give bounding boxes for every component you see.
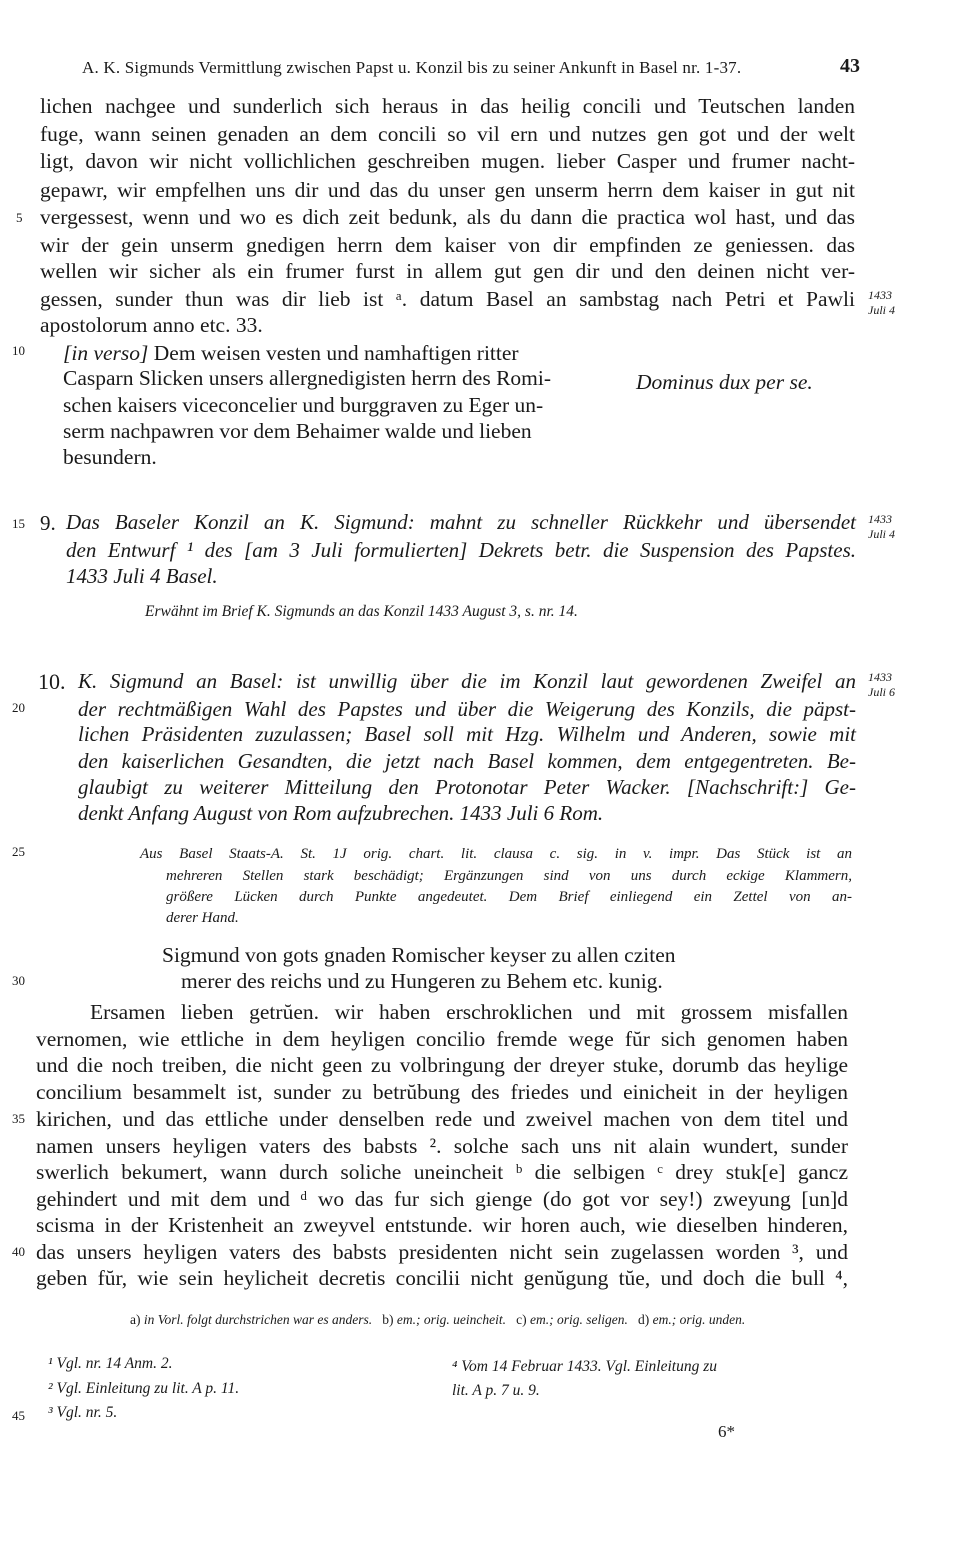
line-number: 10 xyxy=(12,343,25,358)
apparatus-text: em.; orig. unden. xyxy=(652,1312,746,1327)
text-line: vernomen, wie ettliche in dem heyligen concilio fremde wege fŭr sich genomen haben xyxy=(36,1027,848,1051)
signature-mark: 6* xyxy=(718,1422,735,1441)
doc9-mention: Erwähnt im Brief K. Sigmunds an das Konzil 1433 August 3, s. nr. 14. xyxy=(145,603,578,620)
text-line: geben fŭr, wie sein heylicheit decretis concilii nicht genŭgung tŭe, und doch die bull ⁴, xyxy=(36,1266,848,1290)
text-line: scisma in der Kristenheit an zweyvel entstunde. wir horen auch, wie dieselben hinderen, xyxy=(36,1213,848,1237)
page-number: 43 xyxy=(840,55,860,77)
text-line: swerlich bekumert, wann durch soliche uneincheit ᵇ die selbigen ᶜ drey stuk[e] gancz xyxy=(36,1160,848,1184)
footnote: lit. A p. 7 u. 9. xyxy=(452,1382,540,1399)
verso-label: [in verso] xyxy=(63,341,149,365)
intitulatio-line: merer des reichs und zu Hungeren zu Behem etc. kunig. xyxy=(181,969,663,993)
apparatus-text: in Vorl. folgt durchstrichen war es anders. xyxy=(143,1312,373,1327)
critical-apparatus xyxy=(130,1312,745,1328)
text-line: und die noch treiben, die nicht geen zu volbringung der dreyer stuke, dorumb das heylige xyxy=(36,1053,848,1077)
line-number: 15 xyxy=(12,516,25,531)
apparatus-label: a) xyxy=(130,1312,141,1327)
margin-year: 1433 xyxy=(868,288,892,302)
apparatus-text: em.; orig. ueincheit. xyxy=(396,1312,506,1327)
footnote: ² Vgl. Einleitung zu lit. A p. 11. xyxy=(48,1380,240,1397)
text-line: fuge, wann seinen genaden an dem concili so vil ern und nutzes gen got und der welt xyxy=(40,122,855,146)
doc9-regest-line: den Entwurf ¹ des [am 3 Juli formulierten] Dekrets betr. die Suspension des Papstes. xyxy=(66,538,856,562)
margin-date-8 xyxy=(868,288,895,318)
text-line: Ersamen lieben getrŭen. wir haben erschroklichen und mit grossem misfallen xyxy=(90,1000,848,1024)
margin-day: Juli 4 xyxy=(868,527,895,541)
margin-day: Juli 4 xyxy=(868,303,895,317)
doc10-regest-line: K. Sigmund an Basel: ist unwillig über die im Konzil laut gewordenen Zweifel an xyxy=(78,669,856,693)
doc10-source-line: größere Lücken durch Punkte angedeutet. Dem Brief einliegend ein Zettel von an- xyxy=(166,889,852,905)
doc10-source-line: mehreren Stellen stark beschädigt; Ergänzungen sind von uns durch eckige Klammern, xyxy=(166,868,852,884)
text-line: gehindert und mit dem und ᵈ wo das fur sich gienge (do got vor sey!) zweyung [un]d xyxy=(36,1187,848,1211)
text-line: namen unsers heyligen vaters des babsts ². solche sach uns nit alain wundert, sunder xyxy=(36,1134,848,1158)
address-line: [in verso] Dem weisen vesten und namhaftigen ritter xyxy=(63,341,519,365)
text-line: kirichen, und das ettliche under denselben rede und zweivel machen von dem titel und xyxy=(36,1107,848,1131)
doc10-regest-line: glaubigt zu weiterer Mitteilung den Protonotar Peter Wacker. [Nachschrift:] Ge- xyxy=(78,775,856,799)
line-number: 30 xyxy=(12,973,25,988)
footnote: ³ Vgl. nr. 5. xyxy=(48,1404,118,1421)
text-line: gessen, sunder thun was dir lieb ist ᵃ. datum Basel an sambstag nach Petri et Pawli xyxy=(40,287,855,311)
line-number: 45 xyxy=(12,1408,25,1423)
text-line: apostolorum anno etc. 33. xyxy=(40,313,263,337)
footnote: ¹ Vgl. nr. 14 Anm. 2. xyxy=(48,1355,173,1372)
margin-year: 1433 xyxy=(868,670,892,684)
running-title: A. K. Sigmunds Vermittlung zwischen Papst u. Konzil bis zu seiner Ankunft in Basel nr. 1-37. xyxy=(82,58,742,77)
apparatus-label: d) xyxy=(637,1312,650,1327)
margin-day: Juli 6 xyxy=(868,685,895,699)
intitulatio-line: Sigmund von gots gnaden Romischer keyser zu allen cziten xyxy=(162,943,676,967)
dominus-note: Dominus dux per se. xyxy=(636,370,813,394)
text-line: wir der gein unserm gnedigen herrn dem kaiser von dir empfinden ze geniessen. das xyxy=(40,233,855,257)
address-line: Casparn Slicken unsers allergnedigisten herrn des Romi- xyxy=(63,366,552,390)
text-line: das unsers heyligen vaters des babsts presidenten nicht sein zugelassen worden ³, und xyxy=(36,1240,848,1264)
doc10-source-line: Aus Basel Staats-A. St. 1J orig. chart. lit. clausa c. sig. in v. impr. Das Stück ist an xyxy=(140,846,852,862)
text-line: vergessest, wenn und wo es dich zeit bedunk, als du dann die practica wol hast, und das xyxy=(40,205,855,229)
margin-year: 1433 xyxy=(868,512,892,526)
doc10-regest-line: denkt Anfang August von Rom aufzubrechen. 1433 Juli 6 Rom. xyxy=(78,801,604,825)
doc9-regest-line: Das Baseler Konzil an K. Sigmund: mahnt zu schneller Rückkehr und übersendet xyxy=(66,510,856,534)
apparatus-text: em.; orig. seligen. xyxy=(529,1312,628,1327)
text-line: concilium besammelt ist, sunder zu betrŭbung des friedes und einicheit in der heyligen xyxy=(36,1080,848,1104)
apparatus-label: b) xyxy=(382,1312,394,1327)
margin-date-9 xyxy=(868,512,895,542)
margin-date-10 xyxy=(868,670,895,700)
line-number: 20 xyxy=(12,700,25,715)
doc10-regest-line: den kaiserlichen Gesandten, die jetzt nach Basel kommen, dem entgegentreten. Be- xyxy=(78,749,856,773)
doc9-number: 9. xyxy=(40,511,56,535)
apparatus-label: c) xyxy=(516,1312,527,1327)
text-line: lichen nachgee und sunderlich sich heraus in das heilig concili und Teutschen landen xyxy=(40,94,855,118)
doc10-source-line: derer Hand. xyxy=(166,910,239,926)
text-line: gepawr, wir empfelhen uns dir und das du unser gen unserm herrn dem kaiser in gut nit xyxy=(40,178,855,202)
doc10-number: 10. xyxy=(38,669,66,694)
text-line: wellen wir sicher als ein frumer furst in allem gut gen dir und den deinen nicht ver- xyxy=(40,259,855,283)
doc9-regest-line: 1433 Juli 4 Basel. xyxy=(66,564,218,588)
doc10-regest-line: lichen Präsidenten zuzulassen; Basel soll mit Hzg. Wilhelm und Anderen, sowie mit xyxy=(78,722,856,746)
line-number: 40 xyxy=(12,1244,25,1259)
address-line: besundern. xyxy=(63,445,157,469)
line-number: 5 xyxy=(16,210,23,225)
footnote: ⁴ Vom 14 Februar 1433. Vgl. Einleitung zu xyxy=(452,1358,717,1375)
line-number: 25 xyxy=(12,844,25,859)
doc10-regest-line: der rechtmäßigen Wahl des Papstes und über die Weigerung des Konzils, die päpst- xyxy=(78,697,856,721)
address-line: serm nachpawren vor dem Behaimer walde und lieben xyxy=(63,419,532,443)
address-line: schen kaisers viceconcelier und burggraven zu Eger un- xyxy=(63,393,544,417)
text-line: ligt, davon wir nicht vollichlichen geschreiben mugen. lieber Casper und frumer nacht- xyxy=(40,149,855,173)
line-number: 35 xyxy=(12,1111,25,1126)
